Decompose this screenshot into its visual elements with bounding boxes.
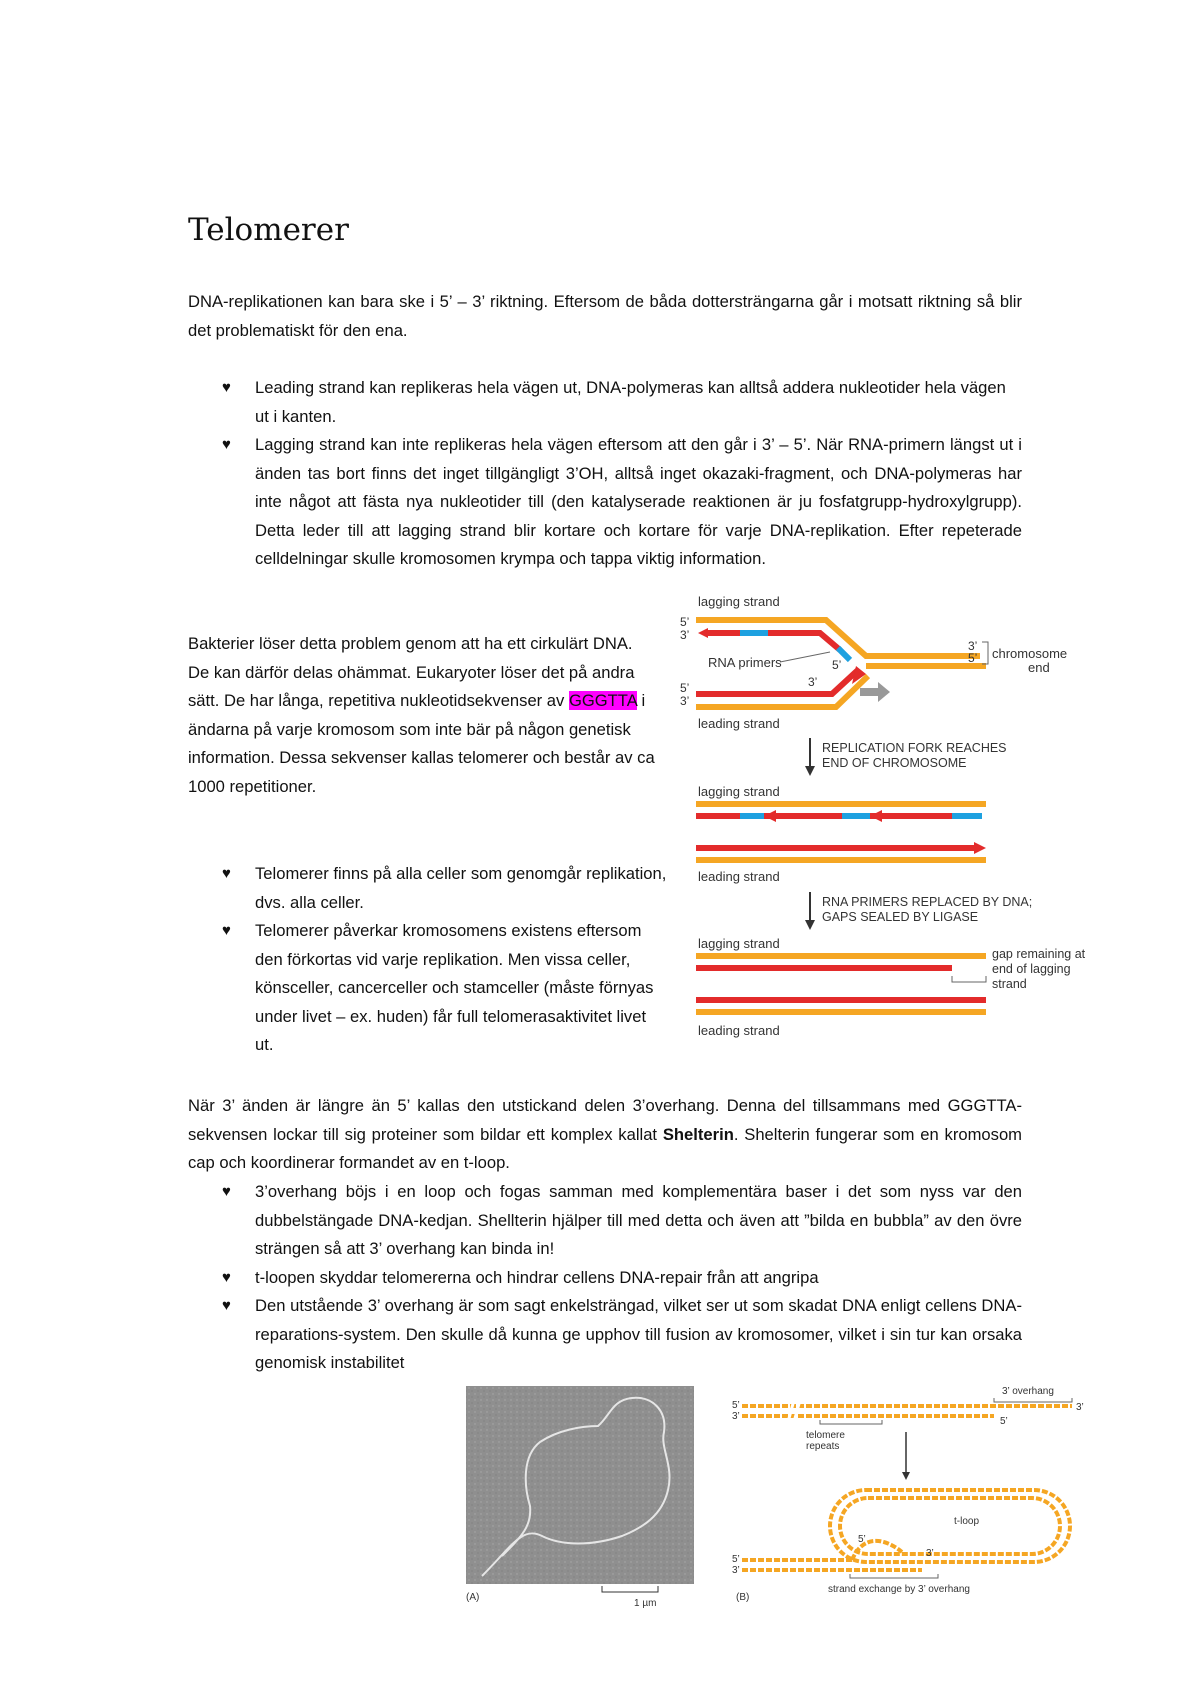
list-item: ♥ t-loopen skyddar telomererna och hindrar cellens DNA-repair från att angripa <box>188 1264 1022 1293</box>
svg-text:GAPS SEALED BY LIGASE: GAPS SEALED BY LIGASE <box>822 910 979 924</box>
three-prime-label: 3’ <box>680 628 690 642</box>
list-item: ♥ Leading strand kan replikeras hela vägen ut, DNA-polymeras kan alltså addera nukleotider hela vägen ut i kanten. <box>188 374 1022 431</box>
scale-label: 1 µm <box>634 1598 657 1608</box>
svg-text:end of lagging: end of lagging <box>992 962 1071 976</box>
direction-arrow-icon <box>860 682 890 702</box>
svg-text:RNA PRIMERS REPLACED BY DNA;: RNA PRIMERS REPLACED BY DNA; <box>822 895 1033 909</box>
sequence-highlight: GGGTTA <box>568 691 637 710</box>
list-item: ♥ Lagging strand kan inte replikeras hela vägen eftersom att den går i 3’ – 5’. När RNA-primern längst ut i änden tas bort finns det inget tillgängligt 3’OH, alltså inget okazaki-fragment, och DNA-polymeras har inte något att fästa nya nukleotider till (den katalyserade reaktionen är ju fosfatgrupp-hydroxylgrupp). Detta leder till att lagging strand blir kortare och kortare för varje DNA-replikation. Efter repeterade celldelningar skulle kromosomen krympa och tappa viktig information. <box>188 431 1022 574</box>
leading-strand-new <box>696 670 858 694</box>
svg-text:3’ overhang: 3’ overhang <box>1002 1386 1054 1397</box>
heart-bullet-icon: ♥ <box>222 436 231 453</box>
shelterin-term: Shelterin <box>662 1124 734 1144</box>
page-title: Telomerer <box>188 212 349 248</box>
list-item: ♥ Telomerer påverkar kromosomens existens eftersom den förkortas vid varje replikation. Men vissa celler, könsceller, cancerceller och stamceller (måste förnyas under livet – ex. huden) får full telomerasaktivitet livet ut. <box>188 917 668 1060</box>
svg-text:strand exchange by 3’ overhang: strand exchange by 3’ overhang <box>828 1584 970 1595</box>
svg-text:end: end <box>1028 660 1050 675</box>
svg-text:leading strand: leading strand <box>698 869 780 884</box>
gap-bracket <box>952 976 986 982</box>
svg-text:5’: 5’ <box>732 1400 740 1411</box>
heart-bullet-icon: ♥ <box>222 922 231 939</box>
tloop-micrograph <box>462 1386 702 1608</box>
svg-text:lagging strand: lagging strand <box>698 784 780 799</box>
svg-text:5’: 5’ <box>858 1534 866 1545</box>
svg-text:leading strand: leading strand <box>698 1023 780 1038</box>
bullet-list-1 <box>188 374 1022 574</box>
label-b: (B) <box>736 1592 750 1603</box>
arrowhead <box>698 628 708 638</box>
svg-text:3’: 3’ <box>680 694 690 708</box>
svg-text:strand: strand <box>992 977 1027 991</box>
svg-text:3’: 3’ <box>732 1411 740 1422</box>
svg-text:3’: 3’ <box>926 1548 934 1559</box>
list-item: ♥ Den utstående 3’ overhang är som sagt enkelsträngad, vilket ser ut som skadat DNA enligt cellens DNA-reparations-system. Den skulle då kunna ge upphov till fusion av kromosomer, vilket i sin tur kan orsaka genomisk instabilitet <box>188 1292 1022 1378</box>
tloop-outer <box>830 1490 1070 1562</box>
heart-bullet-icon: ♥ <box>222 1297 231 1314</box>
svg-text:5’: 5’ <box>732 1554 740 1565</box>
svg-text:END OF CHROMOSOME: END OF CHROMOSOME <box>822 756 967 770</box>
svg-text:telomere: telomere <box>806 1430 845 1441</box>
svg-text:lagging strand: lagging strand <box>698 936 780 951</box>
heart-bullet-icon: ♥ <box>222 865 231 882</box>
svg-text:5’: 5’ <box>832 658 842 672</box>
tloop-schematic <box>732 1386 1102 1608</box>
scale-bar <box>602 1586 658 1592</box>
list-item: ♥ 3’overhang böjs i en loop och fogas samman med komplementära baser i det som nyss var den dubbelstängade DNA-kedjan. Shellterin hjälper till med detta och även att ”bilda en bubbla” av den övre strängen så att 3’ overhang kan binda in! <box>188 1178 1022 1264</box>
rna-primers-label: RNA primers <box>708 655 782 670</box>
svg-text:repeats: repeats <box>806 1441 840 1452</box>
list-item: ♥ Telomerer finns på alla celler som genomgår replikation, dvs. alla celler. <box>188 860 668 917</box>
svg-text:gap remaining at: gap remaining at <box>992 947 1086 961</box>
lagging-strand-label: lagging strand <box>698 594 780 609</box>
intro-paragraph: DNA-replikationen kan bara ske i 5’ – 3’ riktning. Eftersom de båda dottersträngarna går i motsatt riktning så blir det problematiskt för den ena. <box>188 292 1022 340</box>
svg-text:3’: 3’ <box>1076 1402 1084 1413</box>
svg-text:5’: 5’ <box>968 651 978 665</box>
replication-fork-diagram <box>680 590 1110 1050</box>
overhang-paragraph: När 3’ änden är längre än 5’ kallas den utstickand delen 3’overhang. Denna del tillsammans med GGGTTA-sekvensen lockar till sig proteiner som bildar ett komplex kallat Shelterin. Shelterin fungerar som en kromosom cap och koordinerar formandet av en t-loop. <box>188 1096 1023 1172</box>
svg-text:REPLICATION FORK REACHES: REPLICATION FORK REACHES <box>822 741 1007 755</box>
svg-text:3’: 3’ <box>732 1565 740 1576</box>
heart-bullet-icon: ♥ <box>222 1268 231 1286</box>
leading-strand-label: leading strand <box>698 716 780 731</box>
svg-text:chromosome: chromosome <box>992 646 1068 661</box>
label-a: (A) <box>466 1592 480 1603</box>
micrograph-image <box>466 1386 694 1584</box>
tloop-inner <box>840 1498 1060 1554</box>
bakterier-paragraph: Bakterier löser detta problem genom att ha ett cirkulärt DNA. De kan därför delas ohämmat. Eukaryoter löser det på andra sätt. De har långa, repetitiva nukleotidsekvenser av GGGTTA i ändarna på varje kromosom som inte bär på någon genetisk information. Dessa sekvenser kallas telomerer och består av ca 1000 repetitioner. <box>188 634 655 796</box>
svg-text:3’: 3’ <box>808 675 818 689</box>
bullet-list-3 <box>188 1178 1022 1378</box>
heart-bullet-icon: ♥ <box>222 1183 231 1200</box>
svg-text:5’: 5’ <box>680 681 690 695</box>
bullet-list-2 <box>188 860 668 1060</box>
heart-bullet-icon: ♥ <box>222 379 231 396</box>
five-prime-label: 5’ <box>680 615 690 629</box>
svg-text:3’: 3’ <box>968 639 978 653</box>
svg-text:5’: 5’ <box>1000 1416 1008 1427</box>
okazaki-fragment <box>768 633 840 650</box>
svg-text:t-loop: t-loop <box>954 1516 980 1527</box>
